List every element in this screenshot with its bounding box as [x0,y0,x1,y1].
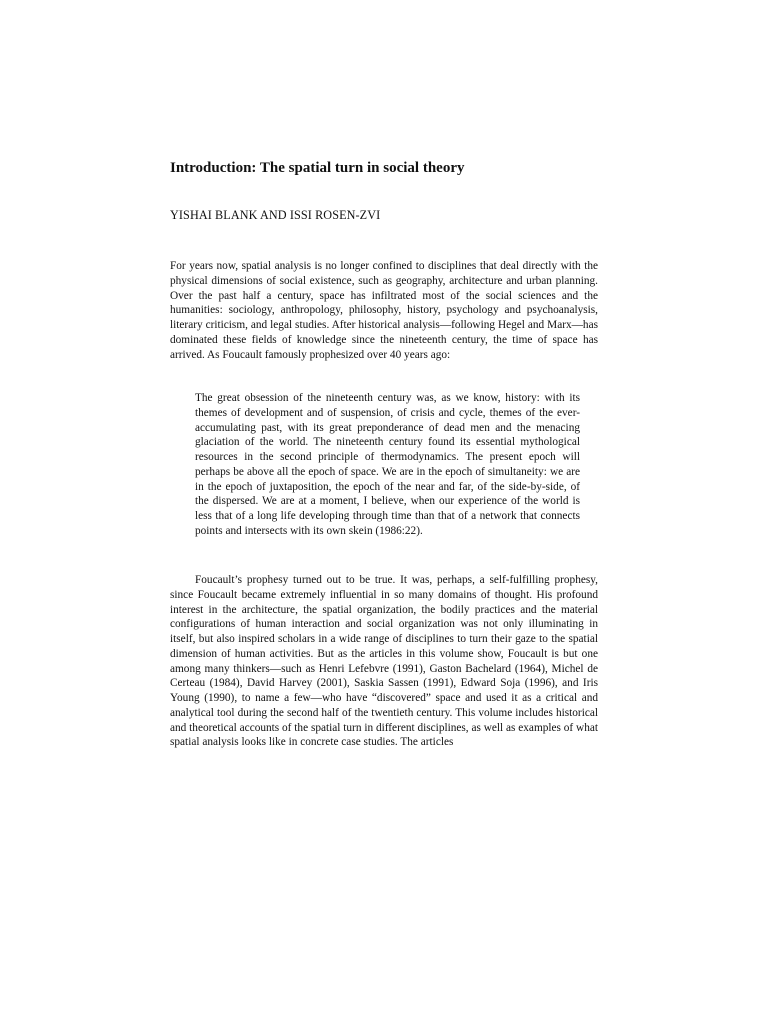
authors-line: YISHAI BLANK AND ISSI ROSEN-ZVI [170,208,381,222]
page-title: Introduction: The spatial turn in social theory [170,160,465,176]
body-paragraph-1: For years now, spatial analysis is no longer confined to disciplines that deal directly with the physical dimensions of social existence, such as geography, architecture and urban planning. Over the past half a century, space has infiltrated most of the social sciences and the humanities: sociology, anthropology, philosophy, history, psychology and psychoanalysis, literary criticism, and legal studies. After historical analysis—following Hegel and Marx—has dominated these fields of knowledge since the nineteenth century, the time of space has arrived. As Foucault famously prophesized over 40 years ago: [170,260,598,361]
body-paragraph-2: Foucault’s prophesy turned out to be true. It was, perhaps, a self-fulfilling prophesy, since Foucault became extremely influential in so many domains of thought. His profound interest in the architecture, the spatial organization, the bodily practices and the material configurations of human interaction and social organization was not only illuminating in itself, but also inspired scholars in a wide range of disciplines to turn their gaze to the spatial dimension of human activities. But as the articles in this volume show, Foucault is but one among many thinkers—such as Henri Lefebvre (1991), Gaston Bachelard (1964), Michel de Certeau (1984), David Harvey (2001), Saskia Sassen (1991), Edward Soja (1996), and Iris Young (1990), to name a few—who have “discovered” space and used it as a critical and analytical tool during the second half of the twentieth century. This volume includes historical and theoretical accounts of the spatial turn in different disciplines, as well as examples of what spatial analysis looks like in concrete case studies. The articles [170,574,598,749]
block-quote: The great obsession of the nineteenth century was, as we know, history: with its themes of development and of suspension, of crisis and cycle, themes of the ever-accumulating past, with its great preponderance of dead men and the menacing glaciation of the world. The nineteenth century found its essential mythological resources in the second principle of thermodynamics. The present epoch will perhaps be above all the epoch of space. We are in the epoch of simultaneity: we are in the epoch of juxtaposition, the epoch of the near and far, of the side-by-side, of the dispersed. We are at a moment, I believe, when our experience of the world is less that of a long life developing through time than that of a network that connects points and intersects with its own skein (1986:22). [195,392,580,537]
